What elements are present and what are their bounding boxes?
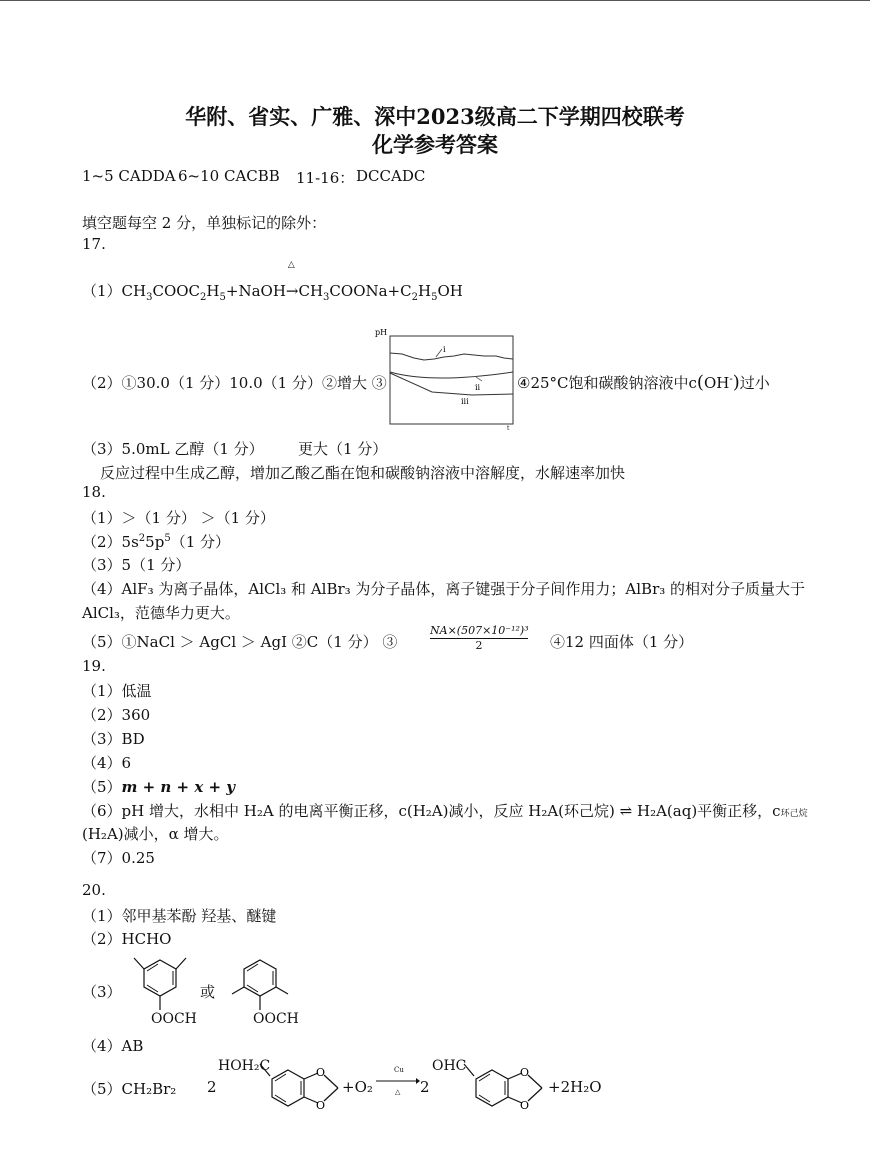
q18-number: 18.	[82, 483, 106, 501]
q17-part1: $(1)CH_3COOC_2H_5+NaOH$ △ $\to CH_3COONa+C_2H_5OH$	[82, 260, 463, 303]
catalyst-label: Cu	[394, 1066, 404, 1074]
structure-1-group: OOCH	[151, 1011, 197, 1027]
q19-part3: （3）BD	[82, 730, 145, 748]
q19-part6-line1: （6）pH 增大，水相中 H₂A 的电离平衡正移，c(H₂A)减小，反应 H₂A(环己烷) ⇌ H₂A(aq)平衡正移，c环己烷	[82, 802, 808, 820]
q18-part5-b: ④12 四面体（1 分）	[550, 633, 694, 651]
svg-text:O: O	[316, 1066, 326, 1079]
page-title: 华附、省实、广雅、深中2023级高二下学期四校联考	[185, 104, 685, 129]
heat-condition: △	[287, 260, 295, 270]
ph-graph	[372, 324, 518, 430]
q18-part4-line1: （4）AlF₃ 为离子晶体，AlCl₃ 和 AlBr₃ 为分子晶体，离子键强于分子间作用力；AlBr₃ 的相对分子质量大于	[82, 580, 806, 598]
choice-answers-2: 6~10 CACBB	[178, 167, 280, 185]
structure-1-icon	[128, 948, 200, 1016]
choice-answers-3: DCCADC	[356, 167, 426, 185]
q17-part3-explanation: 反应过程中生成乙醇，增加乙酸乙酯在饱和碳酸钠溶液中溶解度，水解速率加快	[100, 464, 626, 482]
reactant-ring-icon	[258, 1062, 350, 1118]
q17-part2-answer4: ④25°C饱和碳酸钠溶液中c(OH-)过小	[517, 372, 770, 393]
q20-part4: （4）AB	[82, 1037, 144, 1055]
time-axis-label: t	[507, 425, 510, 430]
water-product: +2H₂O	[548, 1078, 602, 1096]
reaction-coefficient-1: 2	[207, 1078, 217, 1096]
q18-part5-fraction	[430, 624, 528, 652]
q18-part5: （5）①NaCl ＞ AgCl ＞ AgI ②C（1 分） ③	[82, 633, 398, 651]
q19-part5: （5）m + n + x + y	[82, 778, 236, 796]
curve-iii-label: iii	[461, 397, 469, 406]
structure-2-group: OOCH	[253, 1011, 299, 1027]
choice-answers-3-label: 11-16：	[296, 169, 355, 187]
fraction-numerator: NA×(507×10⁻¹²)³	[430, 624, 529, 637]
q19-part7: （7）0.25	[82, 849, 155, 867]
oxygen-reagent: +O₂	[342, 1078, 373, 1096]
q18-part3: （3）5（1 分）	[82, 556, 191, 574]
heating-label: △	[395, 1088, 401, 1096]
reactant-group: HOH₂C	[218, 1058, 271, 1074]
ph-axis-label: pH	[375, 328, 388, 337]
curve-i	[390, 353, 513, 360]
q19-part2: （2）360	[82, 706, 151, 724]
q17-part3: （3）5.0mL 乙醇（1 分）	[82, 440, 264, 458]
q18-part1: （1）＞（1 分） ＞（1 分）	[82, 509, 275, 527]
curve-ii	[390, 372, 513, 378]
top-border	[0, 0, 870, 1]
q20-number: 20.	[82, 881, 106, 899]
svg-text:O: O	[520, 1066, 530, 1079]
reaction-coefficient-2: 2	[420, 1078, 430, 1096]
q18-part2: $(2)5s^25p^5(1$ 分）	[82, 533, 231, 551]
reaction-arrow	[376, 1066, 420, 1096]
curve-ii-label: ii	[475, 383, 481, 392]
scoring-note: 填空题每空 2 分，单独标记的除外：	[82, 214, 327, 232]
q17-part3-b: 更大（1 分）	[298, 440, 388, 458]
svg-text:O: O	[316, 1099, 326, 1112]
q20-part2: （2）HCHO	[82, 930, 172, 948]
q20-part1: （1）邻甲基苯酚 羟基、醚键	[82, 907, 277, 925]
choice-answers-1: 1~5 CADDA	[82, 167, 176, 185]
q19-part6-line2: (H₂A)减小，α 增大。	[82, 825, 229, 843]
q19-part4: （4）6	[82, 754, 132, 772]
structure-2-icon	[222, 948, 298, 1016]
q20-part5-label: （5）CH₂Br₂	[82, 1080, 177, 1098]
fraction-denominator: 2	[475, 639, 483, 652]
page-subtitle: 化学参考答案	[372, 132, 498, 157]
q19-number: 19.	[82, 657, 106, 675]
product-ring-icon	[462, 1062, 554, 1118]
q20-part3-label: （3）	[82, 983, 122, 1001]
q19-part1: （1）低温	[82, 682, 152, 700]
product-group: OHC	[432, 1058, 467, 1074]
q17-number: 17.	[82, 235, 106, 253]
q18-part4-line2: AlCl₃，范德华力更大。	[82, 604, 240, 622]
curve-i-label: i	[443, 345, 446, 354]
svg-text:O: O	[520, 1099, 530, 1112]
q20-part3-or: 或	[200, 983, 216, 1001]
q17-part2: （2）①30.0（1 分）10.0（1 分）②增大 ③	[82, 374, 387, 392]
